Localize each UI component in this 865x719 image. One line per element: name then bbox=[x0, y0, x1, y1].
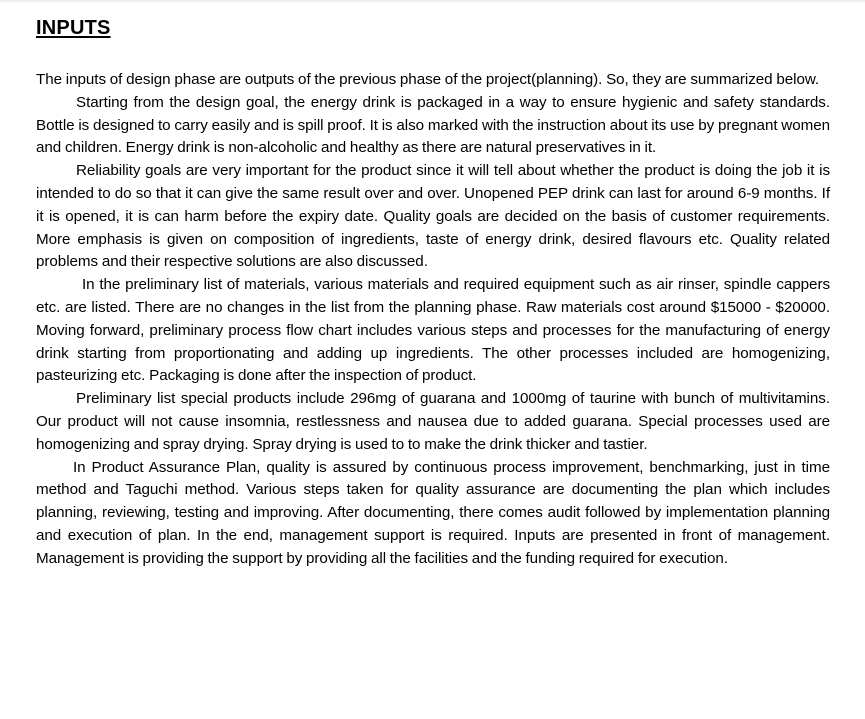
section-heading: INPUTS bbox=[36, 17, 111, 39]
paragraph-reliability-goals: Reliability goals are very important for the product since it will tell about whether the product is doing the job it is intended to do so that it can give the same result over and over. Unopened PEP drink can last for around 6-9 months. If it is opened, it is can harm before the expiry date. Quality goals are decided on the basis of customer requirements. More emphasis is given on composition of ingredients, taste of energy drink, desired flavours etc. Quality related problems and their respective solutions are also discussed. bbox=[36, 162, 830, 271]
paragraph-product-assurance: In Product Assurance Plan, quality is assured by continuous process improvement, benchmarking, just in time method and Taguchi method. Various steps taken for quality assurance are documenting the plan which includes planning, reviewing, testing and improving. After documenting, there comes audit followed by implementation planning and execution of plan. In the end, management support is required. Inputs are presented in front of management. Management is providing the support by providing all the facilities and the funding required for execution. bbox=[36, 458, 830, 567]
paragraph-design-goal: Starting from the design goal, the energy drink is packaged in a way to ensure hygienic and safety standards. Bottle is designed to carry easily and is spill proof. It is also marked with the instruction about its use by pregnant women and children. Energy drink is non-alcoholic and healthy as there are natural preservatives in it. bbox=[36, 93, 830, 157]
paragraph-special-products: Preliminary list special products include 296mg of guarana and 1000mg of taurine with bunch of multivitamins. Our product will not cause insomnia, restlessness and nausea due to added guarana. Special processes used are homogenizing and spray drying. Spray drying is used to to make the drink thicker and tastier. bbox=[36, 390, 830, 453]
document-page bbox=[36, 14, 830, 571]
top-edge-shadow bbox=[0, 0, 865, 3]
paragraph-materials-list: In the preliminary list of materials, various materials and required equipment such as air rinser, spindle cappers etc. are listed. There are no changes in the list from the planning phase. Raw materials cost around $15000 - $20000. Moving forward, preliminary process flow chart includes various steps and processes for the manufacturing of energy drink starting from proportionating and adding up ingredients. The other processes included are homogenizing, pasteurizing etc. Packaging is done after the inspection of product. bbox=[36, 276, 830, 385]
paragraph-intro: The inputs of design phase are outputs of the previous phase of the project(planning). So, they are summarized below. bbox=[36, 71, 820, 88]
